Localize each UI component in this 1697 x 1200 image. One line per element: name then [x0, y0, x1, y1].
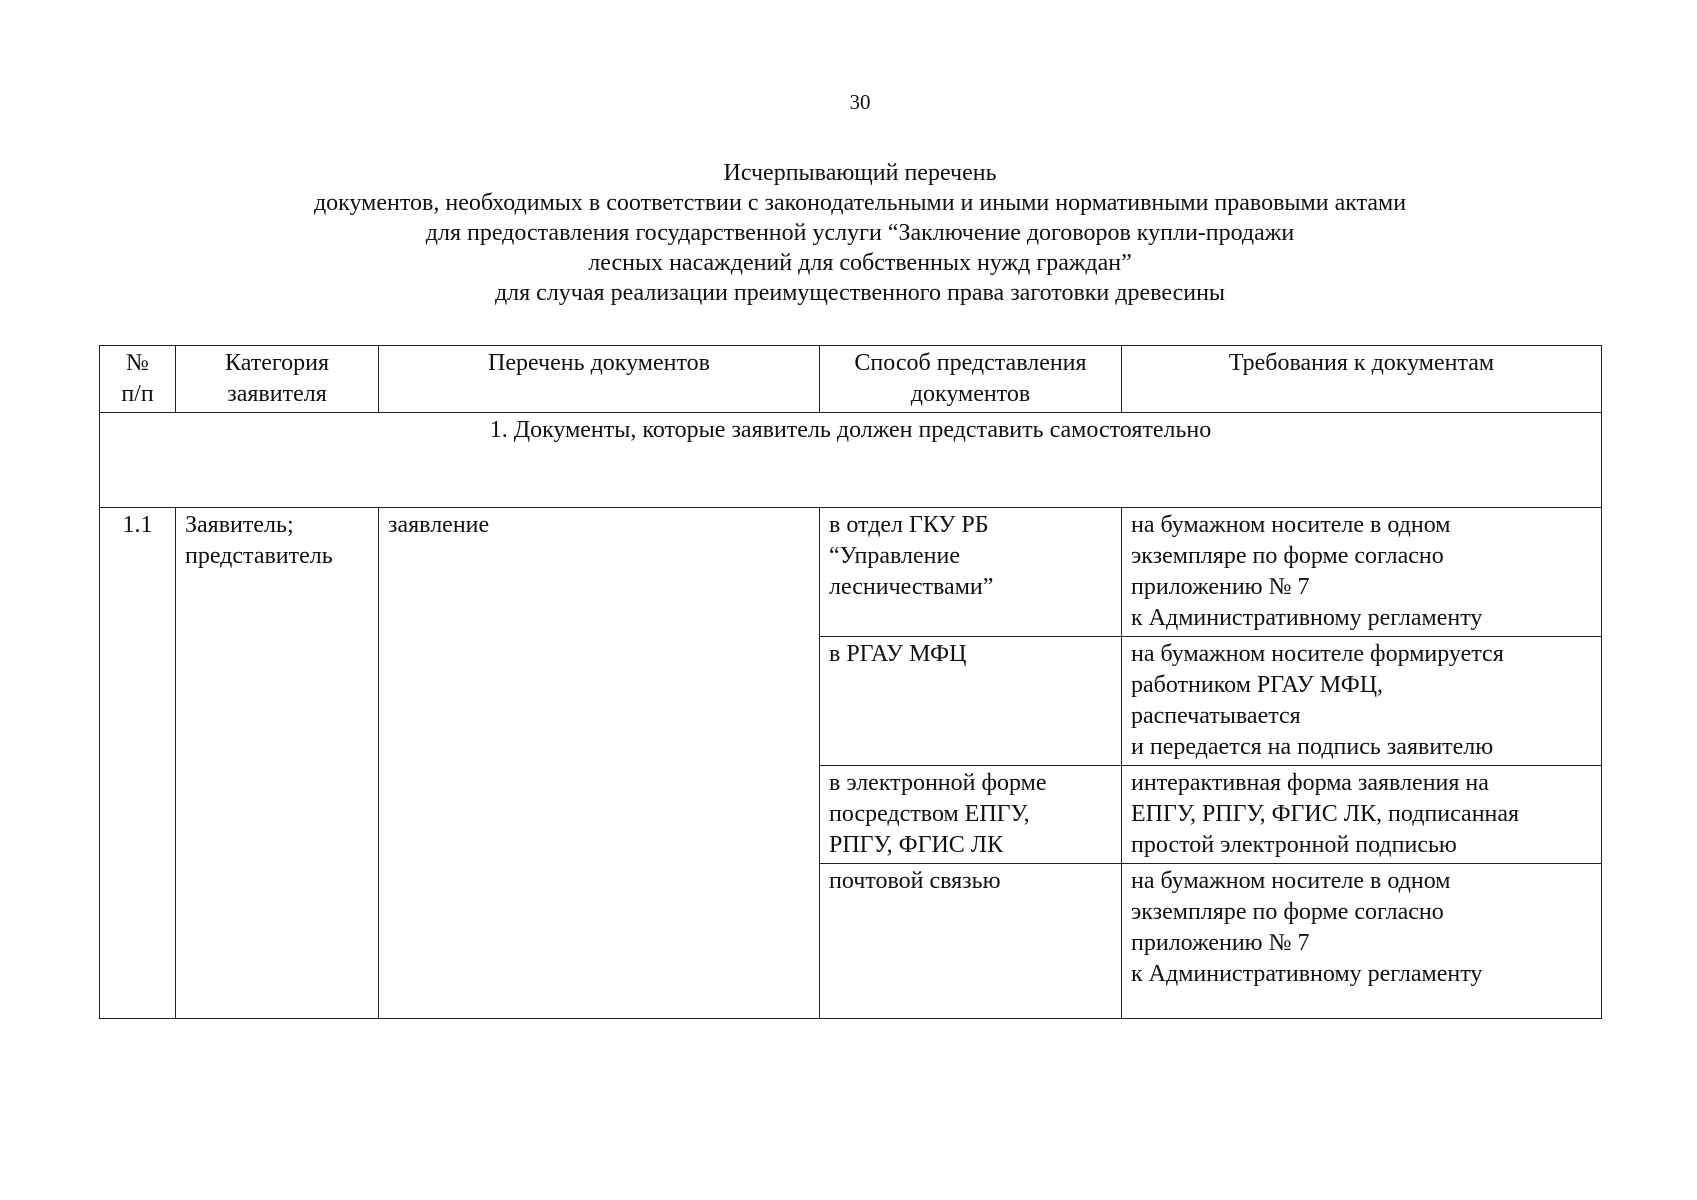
requirement-cell	[1122, 508, 1602, 637]
documents-table	[99, 345, 1602, 1019]
header-number-text: № п/п	[121, 350, 154, 407]
title-line-3: для предоставления государственной услуги “Заключение договоров купли-продажи	[425, 220, 1295, 246]
requirement-text: на бумажном носителе в одном экземпляре по форме согласно приложению № 7 к Административному регламенту	[1131, 512, 1483, 631]
requirement-cell	[1122, 766, 1602, 864]
method-cell	[820, 637, 1122, 766]
title-line-4: лесных насаждений для собственных нужд граждан”	[588, 250, 1132, 276]
table-header-row	[100, 346, 1602, 413]
header-documents	[379, 346, 820, 413]
header-requirements-text: Требования к документам	[1228, 350, 1495, 376]
header-category-text: Категория заявителя	[225, 350, 329, 407]
title-line-2: документов, необходимых в соответствии с законодательными и иными нормативными правовыми актами	[313, 190, 1407, 216]
requirement-cell	[1122, 637, 1602, 766]
header-documents-text: Перечень документов	[488, 350, 710, 376]
header-number	[100, 346, 176, 413]
row-document	[379, 508, 820, 1019]
table-row	[100, 508, 1602, 637]
header-method	[820, 346, 1122, 413]
header-requirements	[1122, 346, 1602, 413]
requirement-cell	[1122, 864, 1602, 1019]
requirement-text: интерактивная форма заявления на ЕПГУ, РПГУ, ФГИС ЛК, подписанная простой электронной подписью	[1131, 770, 1520, 858]
requirement-text: на бумажном носителе формируется работником РГАУ МФЦ, распечатывается и передается на подпись заявителю	[1131, 641, 1504, 760]
page-number: 30	[849, 90, 871, 114]
row-document-text: заявление	[388, 512, 490, 538]
title-line-5: для случая реализации преимущественного права заготовки древесины	[494, 280, 1226, 306]
header-category	[176, 346, 379, 413]
title-line-1: Исчерпывающий перечень	[723, 160, 997, 186]
method-cell	[820, 864, 1122, 1019]
section-title: 1. Документы, которые заявитель должен представить самостоятельно	[100, 413, 1602, 508]
row-number	[100, 508, 176, 1019]
method-text: в электронной форме посредством ЕПГУ, РПГУ, ФГИС ЛК	[829, 770, 1047, 858]
requirement-text: на бумажном носителе в одном экземпляре по форме согласно приложению № 7 к Административному регламенту	[1131, 868, 1483, 987]
method-cell	[820, 508, 1122, 637]
document-title	[0, 158, 1697, 308]
method-text: почтовой связью	[829, 868, 1001, 894]
row-category	[176, 508, 379, 1019]
method-text: в РГАУ МФЦ	[829, 641, 967, 667]
section-row	[100, 413, 1602, 508]
row-category-text: Заявитель; представитель	[185, 512, 333, 569]
row-number-text: 1.1	[122, 512, 153, 538]
header-method-text: Способ представления документов	[854, 350, 1087, 407]
method-cell	[820, 766, 1122, 864]
method-text: в отдел ГКУ РБ “Управление лесничествами”	[829, 512, 994, 600]
